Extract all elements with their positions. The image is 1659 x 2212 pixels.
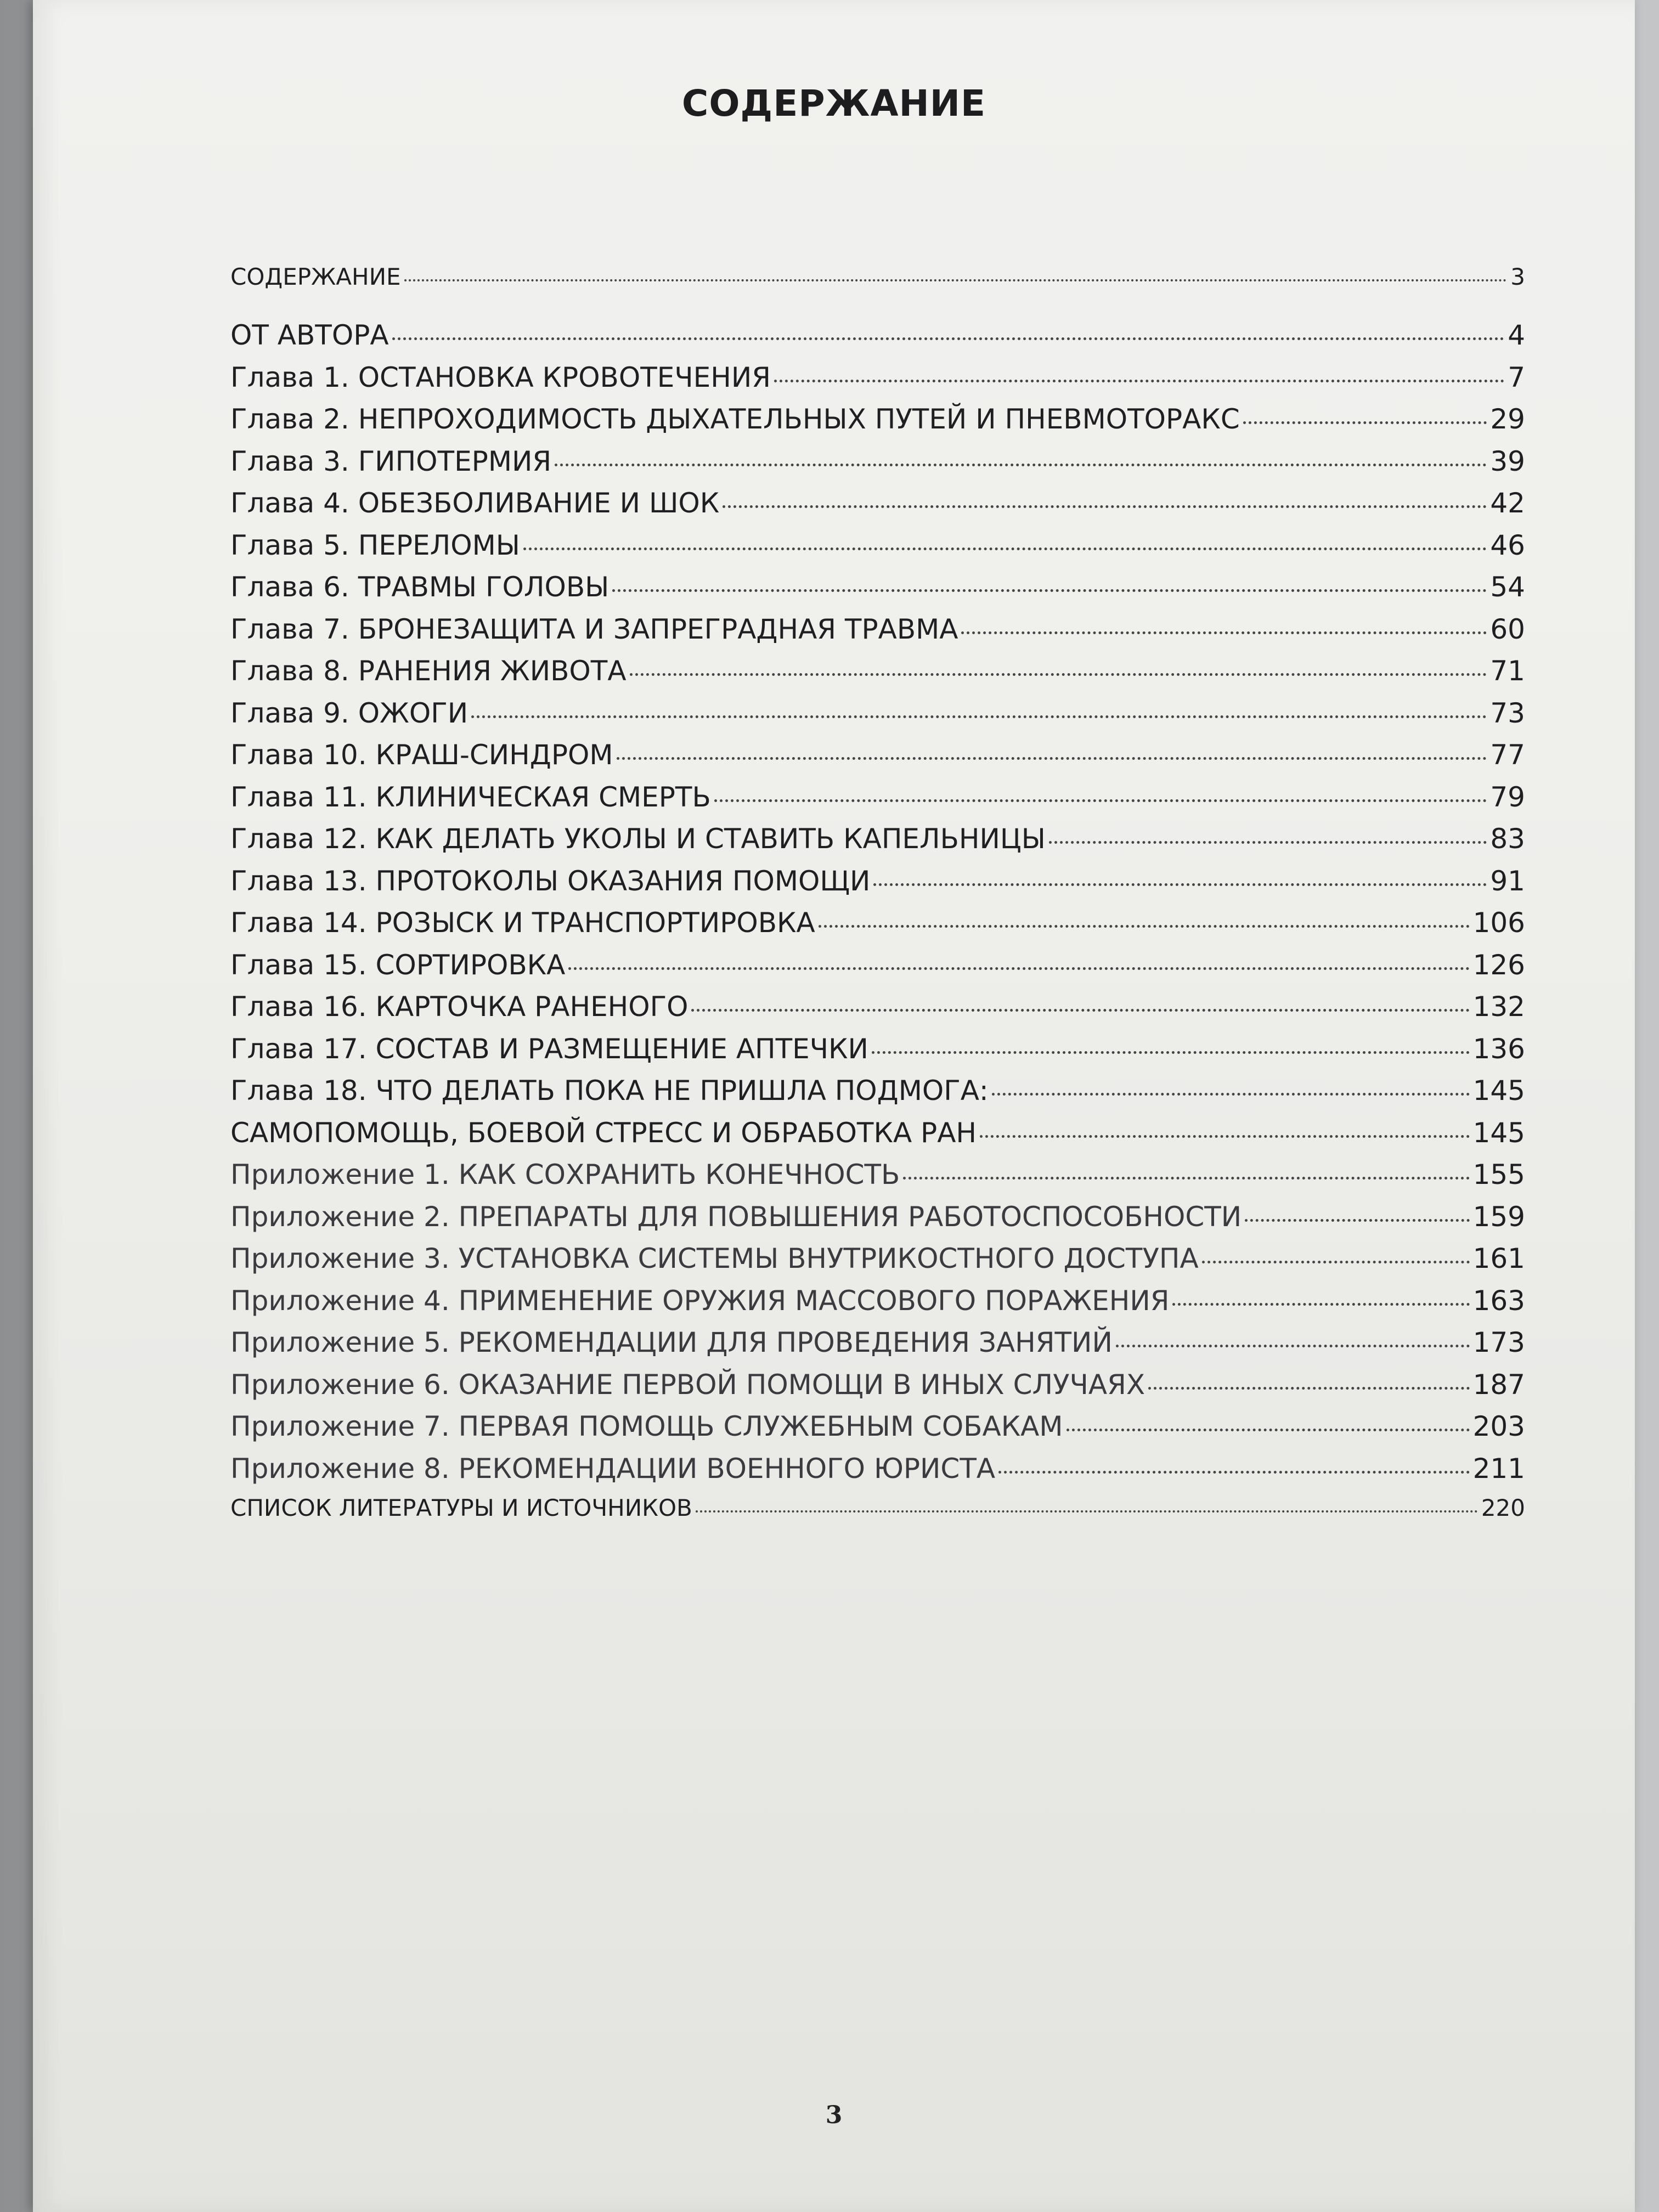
toc-entry-label: Глава 7. БРОНЕЗАЩИТА И ЗАПРЕГРАДНАЯ ТРАВМА: [230, 613, 958, 645]
dot-leader: [471, 715, 1487, 718]
toc-entry-label: Глава 11. КЛИНИЧЕСКАЯ СМЕРТЬ: [230, 781, 711, 813]
toc-entry-page: 145: [1472, 1075, 1525, 1107]
toc-entry-label: Глава 8. РАНЕНИЯ ЖИВОТА: [230, 655, 627, 687]
toc-entry-chapter-1[interactable]: [230, 362, 1525, 404]
dot-leader: [696, 1510, 1478, 1513]
toc-entry-page: 106: [1472, 907, 1525, 939]
toc-entry-page: 73: [1490, 697, 1525, 729]
dot-leader: [980, 1135, 1470, 1138]
toc-entry-foreword[interactable]: [230, 319, 1525, 362]
toc-entry-chapter-16[interactable]: [230, 991, 1525, 1033]
toc-entry-appendix-3[interactable]: [230, 1243, 1525, 1285]
toc-entry-page: 220: [1481, 1494, 1525, 1521]
toc-entry-chapter-12[interactable]: [230, 823, 1525, 865]
toc-entry-label: Приложение 3. УСТАНОВКА СИСТЕМЫ ВНУТРИКОСТНОГО ДОСТУПА: [230, 1243, 1199, 1274]
toc-entry-page: 203: [1472, 1410, 1525, 1442]
toc-entry-page: 211: [1472, 1452, 1525, 1485]
toc-entry-label: Глава 2. НЕПРОХОДИМОСТЬ ДЫХАТЕЛЬНЫХ ПУТЕЙ И ПНЕВМОТОРАКС: [230, 403, 1240, 435]
dot-leader: [1245, 1219, 1469, 1222]
toc-entry-page: 7: [1508, 361, 1525, 393]
dot-leader: [630, 673, 1487, 676]
toc-entry-chapter-9[interactable]: [230, 697, 1525, 740]
toc-entry-page: 77: [1490, 739, 1525, 771]
toc-entry-label: Глава 9. ОЖОГИ: [230, 697, 469, 729]
toc-entry-label: Глава 10. КРАШ-СИНДРОМ: [230, 739, 613, 771]
toc-entry-label: Глава 3. ГИПОТЕРМИЯ: [230, 445, 552, 477]
toc-entry-label: Глава 15. СОРТИРОВКА: [230, 949, 566, 981]
toc-entry-chapter-17[interactable]: [230, 1033, 1525, 1075]
dot-leader: [1172, 1303, 1469, 1306]
dot-leader: [1049, 841, 1487, 844]
toc-entry-page: 155: [1472, 1159, 1525, 1190]
toc-entry-label: Глава 14. РОЗЫСК И ТРАНСПОРТИРОВКА: [230, 907, 815, 939]
toc-entry-page: 29: [1490, 403, 1525, 435]
toc-entry-chapter-5[interactable]: [230, 529, 1525, 572]
toc-entry-chapter-14[interactable]: [230, 907, 1525, 949]
toc-entry-page: 136: [1472, 1032, 1525, 1065]
toc-entry-chapter-15[interactable]: [230, 949, 1525, 991]
toc-entry-page: 132: [1472, 991, 1525, 1023]
toc-entry-page: 126: [1472, 949, 1525, 981]
dot-leader: [1148, 1387, 1469, 1390]
toc-entry-label: Глава 1. ОСТАНОВКА КРОВОТЕЧЕНИЯ: [230, 361, 771, 393]
dot-leader: [392, 337, 1505, 340]
toc-entry-chapter-6[interactable]: [230, 571, 1525, 613]
toc-entry-page: 54: [1490, 571, 1525, 603]
dot-leader: [992, 1093, 1470, 1096]
dot-leader: [404, 279, 1508, 281]
dot-leader: [555, 464, 1487, 466]
table-of-contents: [230, 263, 1525, 1539]
toc-entry-appendix-7[interactable]: [230, 1410, 1525, 1453]
toc-entry-label: Глава 16. КАРТОЧКА РАНЕНОГО: [230, 991, 689, 1023]
toc-entry-page: 71: [1490, 655, 1525, 687]
toc-entry-appendix-4[interactable]: [230, 1285, 1525, 1327]
toc-entry-appendix-5[interactable]: [230, 1327, 1525, 1369]
toc-entry-contents[interactable]: [230, 263, 1525, 308]
dot-leader: [1116, 1345, 1470, 1347]
toc-entry-label: Глава 18. ЧТО ДЕЛАТЬ ПОКА НЕ ПРИШЛА ПОДМОГА:: [230, 1075, 989, 1107]
toc-entry-appendix-2[interactable]: [230, 1201, 1525, 1243]
toc-entry-label: Глава 12. КАК ДЕЛАТЬ УКОЛЫ И СТАВИТЬ КАПЕЛЬНИЦЫ: [230, 823, 1046, 855]
toc-entry-chapter-13[interactable]: [230, 865, 1525, 907]
toc-entry-bibliography[interactable]: [230, 1494, 1525, 1539]
toc-entry-label: Глава 4. ОБЕЗБОЛИВАНИЕ И ШОК: [230, 487, 720, 519]
toc-entry-label: Приложение 5. РЕКОМЕНДАЦИИ ДЛЯ ПРОВЕДЕНИЯ ЗАНЯТИЙ: [230, 1327, 1113, 1358]
dot-leader: [612, 589, 1487, 592]
toc-entry-appendix-8[interactable]: [230, 1453, 1525, 1495]
dot-leader: [872, 1051, 1470, 1054]
toc-entry-label: Приложение 7. ПЕРВАЯ ПОМОЩЬ СЛУЖЕБНЫМ СОБАКАМ: [230, 1410, 1063, 1442]
toc-entry-page: 159: [1472, 1200, 1525, 1233]
dot-leader: [819, 925, 1470, 928]
toc-entry-page: 79: [1490, 781, 1525, 813]
toc-entry-page: 91: [1490, 865, 1525, 897]
toc-entry-page: 60: [1490, 613, 1525, 645]
toc-entry-chapter-4[interactable]: [230, 487, 1525, 529]
toc-entry-label: Глава 6. ТРАВМЫ ГОЛОВЫ: [230, 571, 610, 603]
toc-entry-page: 4: [1508, 319, 1525, 351]
toc-entry-label: Приложение 1. КАК СОХРАНИТЬ КОНЕЧНОСТЬ: [230, 1159, 900, 1190]
toc-entry-page: 83: [1490, 823, 1525, 855]
toc-entry-chapter-8[interactable]: [230, 655, 1525, 697]
toc-entry-chapter-2[interactable]: [230, 403, 1525, 445]
dot-leader: [998, 1471, 1469, 1474]
page-title: СОДЕРЖАНИЕ: [681, 82, 986, 125]
dot-leader: [617, 757, 1487, 760]
dot-leader: [1066, 1429, 1470, 1431]
toc-entry-label: ОТ АВТОРА: [230, 319, 389, 351]
toc-entry-label: Приложение 6. ОКАЗАНИЕ ПЕРВОЙ ПОМОЩИ В ИНЫХ СЛУЧАЯХ: [230, 1368, 1146, 1401]
toc-entry-page: 46: [1490, 529, 1525, 561]
dot-leader: [1243, 421, 1487, 424]
dot-leader: [714, 799, 1487, 802]
toc-entry-label: Глава 5. ПЕРЕЛОМЫ: [230, 529, 520, 561]
toc-entry-chapter-10[interactable]: [230, 739, 1525, 781]
toc-entry-label: Приложение 8. РЕКОМЕНДАЦИИ ВОЕННОГО ЮРИСТА: [230, 1452, 996, 1485]
dot-leader: [723, 505, 1487, 508]
toc-entry-page: 39: [1490, 445, 1525, 477]
toc-entry-label: САМОПОМОЩЬ, БОЕВОЙ СТРЕСС И ОБРАБОТКА РАН: [230, 1116, 977, 1149]
toc-entry-label: Приложение 4. ПРИМЕНЕНИЕ ОРУЖИЯ МАССОВОГО ПОРАЖЕНИЯ: [230, 1284, 1170, 1317]
toc-entry-appendix-1[interactable]: [230, 1159, 1525, 1201]
dot-leader: [961, 631, 1487, 634]
toc-entry-page: 187: [1472, 1368, 1525, 1401]
toc-entry-appendix-6[interactable]: [230, 1369, 1525, 1411]
toc-entry-chapter-18-continued[interactable]: [230, 1117, 1525, 1159]
toc-entry-chapter-3[interactable]: [230, 445, 1525, 488]
toc-entry-chapter-11[interactable]: [230, 781, 1525, 823]
dot-leader: [903, 1177, 1469, 1180]
document-page: [33, 0, 1635, 2212]
dot-leader: [1202, 1261, 1470, 1263]
toc-entry-label: СОДЕРЖАНИЕ: [230, 263, 401, 290]
dot-leader: [523, 548, 1487, 550]
toc-entry-label: Приложение 2. ПРЕПАРАТЫ ДЛЯ ПОВЫШЕНИЯ РАБОТОСПОСОБНОСТИ: [230, 1200, 1242, 1233]
toc-entry-label: СПИСОК ЛИТЕРАТУРЫ И ИСТОЧНИКОВ: [230, 1494, 692, 1521]
toc-entry-page: 145: [1472, 1116, 1525, 1149]
dot-leader: [873, 883, 1487, 886]
toc-entry-page: 3: [1510, 263, 1525, 290]
toc-entry-chapter-7[interactable]: [230, 613, 1525, 656]
dot-leader: [691, 1009, 1469, 1012]
toc-entry-page: 42: [1490, 487, 1525, 519]
toc-entry-page: 163: [1472, 1284, 1525, 1317]
toc-entry-page: 173: [1472, 1327, 1525, 1358]
dot-leader: [774, 380, 1504, 382]
toc-entry-chapter-18[interactable]: [230, 1075, 1525, 1117]
toc-entry-page: 161: [1472, 1243, 1525, 1274]
page-number: 3: [825, 2101, 843, 2129]
toc-entry-label: Глава 13. ПРОТОКОЛЫ ОКАЗАНИЯ ПОМОЩИ: [230, 865, 871, 897]
dot-leader: [568, 967, 1469, 970]
toc-entry-label: Глава 17. СОСТАВ И РАЗМЕЩЕНИЕ АПТЕЧКИ: [230, 1032, 868, 1065]
